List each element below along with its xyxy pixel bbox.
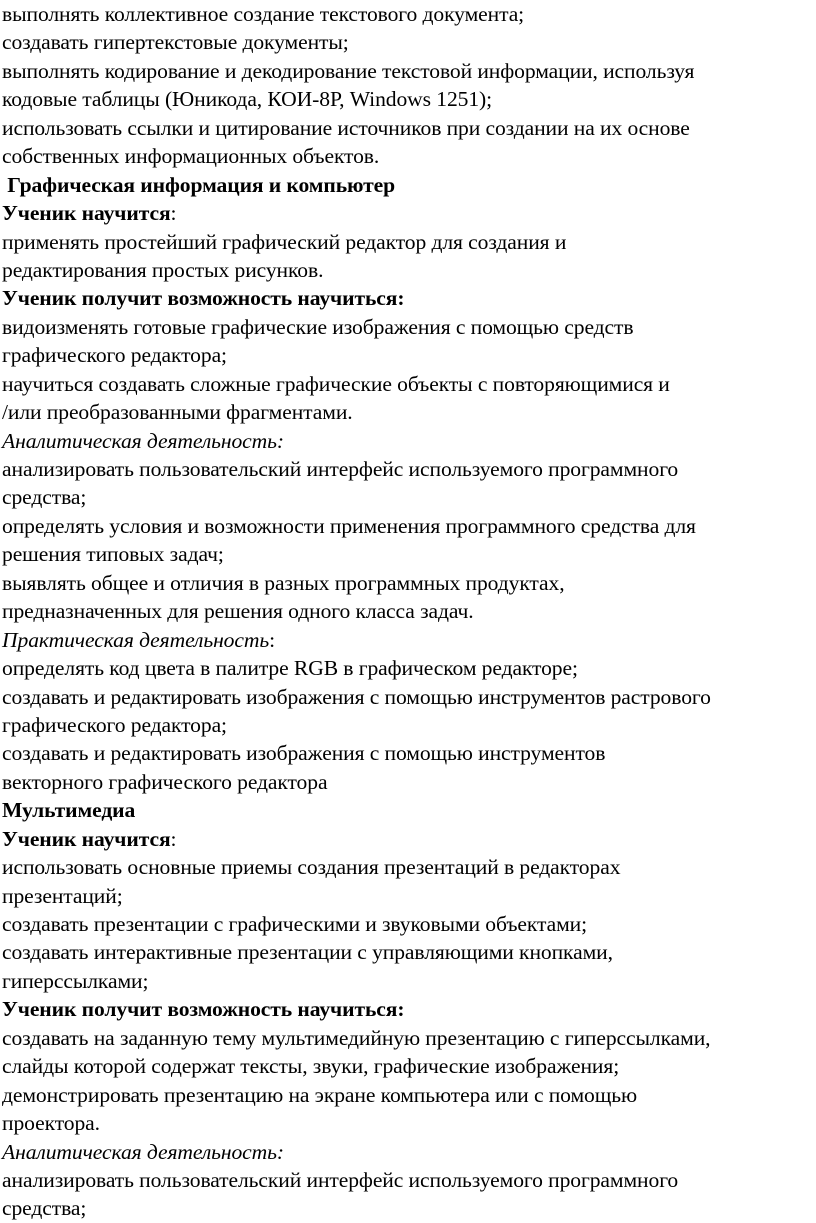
text-line: средства;: [2, 485, 87, 510]
text-line: редактирования простых рисунков.: [2, 257, 324, 282]
text-line: демонстрировать презентацию на экране компьютера или с помощью: [2, 1082, 638, 1107]
text-line: средства;: [2, 1196, 87, 1221]
text-line: создавать гипертекстовые документы;: [2, 30, 349, 55]
text-line: /или преобразованными фрагментами.: [2, 400, 353, 425]
text-line: предназначенных для решения одного класса задач.: [2, 599, 474, 624]
text-line: выполнять коллективное создание текстового документа;: [2, 2, 525, 26]
text-line: определять код цвета в палитре RGB в графическом редакторе;: [2, 656, 578, 681]
subheading-opportunity: Ученик получит возможность научиться:: [2, 997, 405, 1022]
subheading-colon: :: [170, 201, 177, 226]
text-line: использовать основные приемы создания презентаций в редакторах: [2, 855, 621, 880]
text-line: определять условия и возможности применения программного средства для: [2, 513, 696, 538]
text-line: презентаций;: [2, 883, 123, 908]
subheading-student-will-learn: [2, 825, 814, 853]
text-line: графического редактора;: [2, 343, 227, 368]
text-line: кодовые таблицы (Юникода, КОИ-8Р, Windows 1251);: [2, 87, 493, 112]
text-line: графического редактора;: [2, 712, 227, 737]
subheading-opportunity: Ученик получит возможность научиться:: [2, 286, 405, 311]
text-line: анализировать пользовательский интерфейс используемого программного: [2, 1167, 679, 1192]
text-line: создавать интерактивные презентации с управляющими кнопками,: [2, 940, 613, 965]
section-heading-graphics: Графическая информация и компьютер: [2, 172, 396, 197]
text-line: создавать презентации с графическими и звуковыми объектами;: [2, 912, 587, 936]
text-line: собственных информационных объектов.: [2, 144, 380, 169]
text-line: анализировать пользовательский интерфейс используемого программного: [2, 457, 679, 481]
text-line: решения типовых задач;: [2, 542, 224, 567]
text-line: создавать на заданную тему мультимедийную презентацию с гиперссылками,: [2, 1025, 711, 1050]
subheading-student-will-learn: [2, 199, 814, 227]
subheading-colon: :: [269, 627, 275, 652]
text-line: видоизменять готовые графические изображения с помощью средств: [2, 314, 634, 339]
text-line: векторного графического редактора: [2, 769, 328, 794]
subheading-analytic: Аналитическая деятельность:: [2, 1139, 284, 1164]
section-heading-multimedia: Мультимедиа: [2, 798, 136, 823]
subheading-analytic: Аналитическая деятельность:: [2, 428, 284, 453]
text-line: гиперссылками;: [2, 968, 149, 993]
text-line: выполнять кодирование и декодирование текстовой информации, используя: [2, 58, 695, 83]
subheading-label: Ученик научится: [2, 201, 171, 226]
subheading-label: Практическая деятельность: [2, 627, 270, 652]
text-line: создавать и редактировать изображения с помощью инструментов: [2, 741, 606, 766]
text-line: использовать ссылки и цитирование источников при создании на их основе: [2, 115, 690, 140]
subheading-colon: :: [170, 826, 177, 851]
text-line: слайды которой содержат тексты, звуки, графические изображения;: [2, 1054, 620, 1079]
text-line: создавать и редактировать изображения с помощью инструментов растрового: [2, 684, 711, 709]
subheading-practical: [2, 626, 814, 654]
text-line: применять простейший графический редактор для создания и: [2, 229, 567, 254]
document-page: [2, 0, 814, 1223]
text-line: научиться создавать сложные графические объекты с повторяющимися и: [2, 371, 670, 396]
text-line: выявлять общее и отличия в разных программных продуктах,: [2, 570, 565, 595]
text-line: проектора.: [2, 1111, 100, 1136]
subheading-label: Ученик научится: [2, 826, 171, 851]
